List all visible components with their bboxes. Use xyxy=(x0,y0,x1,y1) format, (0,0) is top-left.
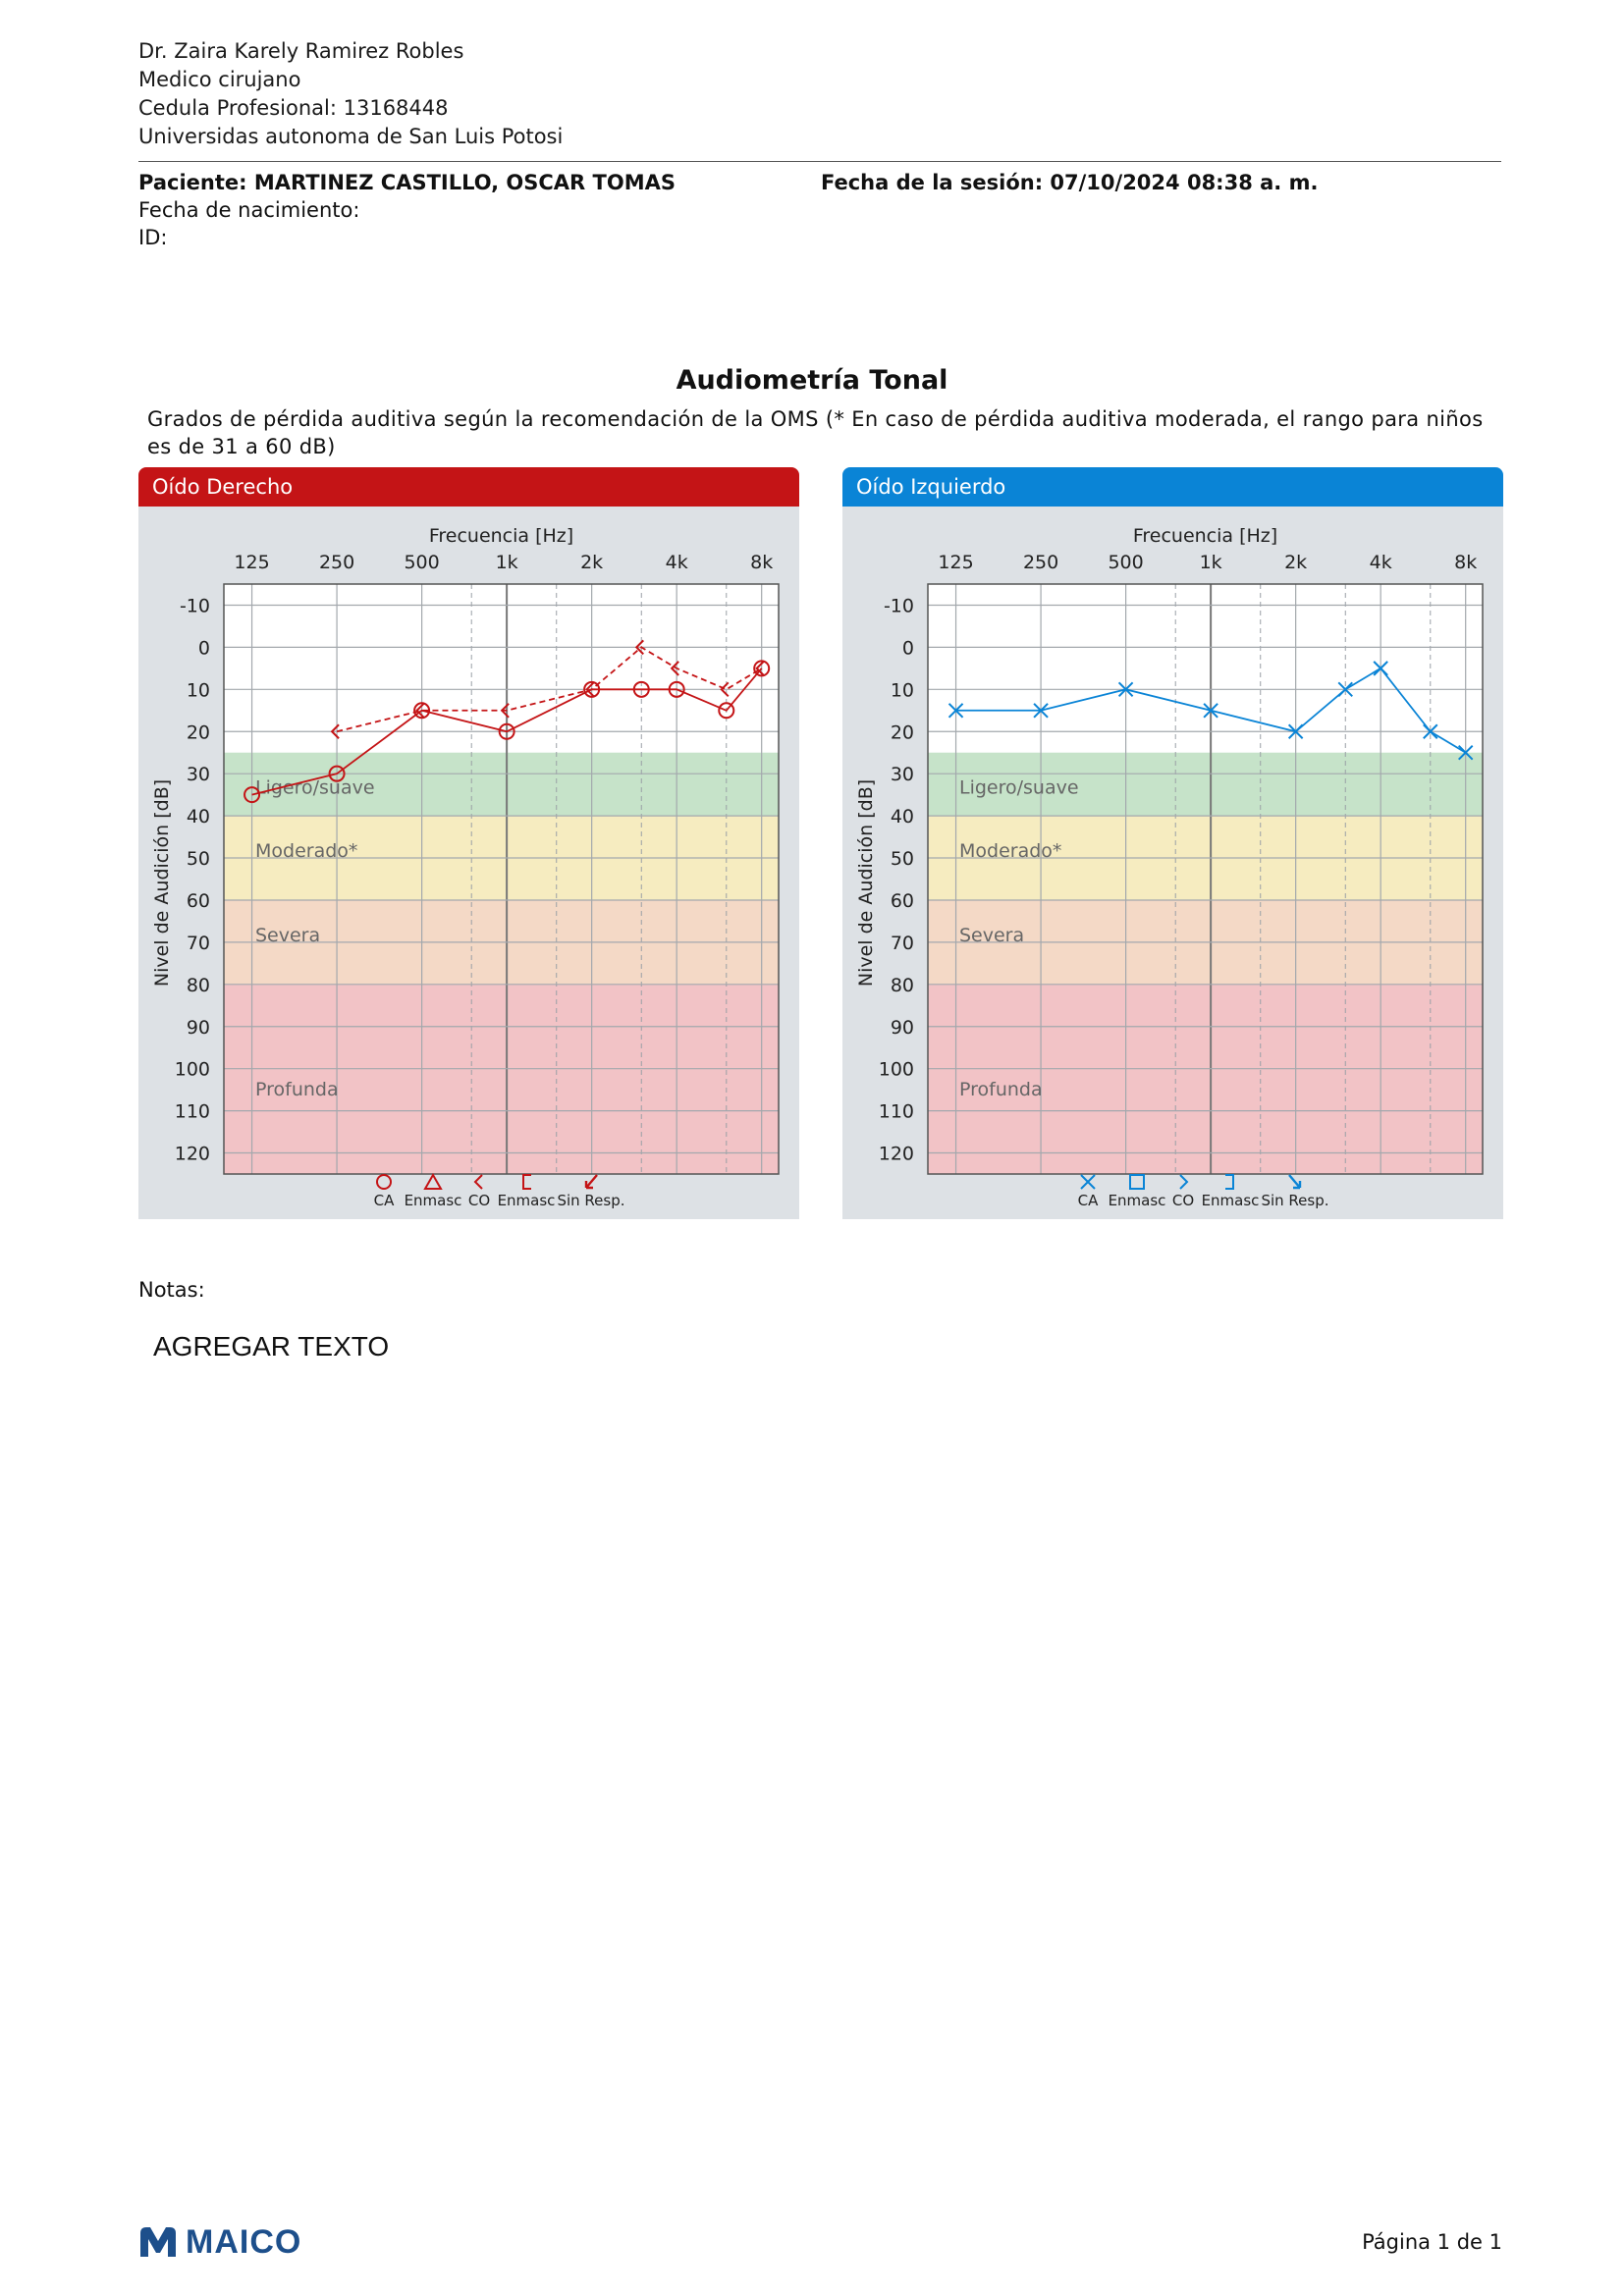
y-tick-label: 40 xyxy=(890,806,914,828)
y-tick-label: 50 xyxy=(890,848,914,871)
y-axis-label: Nivel de Audición [dB] xyxy=(151,778,173,988)
y-tick-label: 90 xyxy=(186,1016,210,1039)
left-ear-audiogram xyxy=(842,507,1503,1219)
y-tick-label: 60 xyxy=(186,889,210,912)
y-tick-label: 120 xyxy=(878,1143,914,1165)
legend-ac-icon xyxy=(377,1175,391,1189)
left-ear-panel-title: Oído Izquierdo xyxy=(842,467,1503,507)
header-divider xyxy=(138,161,1501,162)
x-tick-label: 500 xyxy=(404,552,440,573)
y-tick-label: 0 xyxy=(197,637,210,660)
x-tick-label: 250 xyxy=(318,552,355,573)
right-ear-panel xyxy=(138,467,799,1219)
doctor-license: Cedula Profesional: 13168448 xyxy=(138,96,449,120)
x-tick-label: 500 xyxy=(1108,552,1144,573)
doctor-university: Universidas autonoma de San Luis Potosi xyxy=(138,125,564,148)
legend-no-response-icon xyxy=(1289,1175,1300,1188)
x-tick-label: 8k xyxy=(1454,552,1478,573)
x-tick-label: 1k xyxy=(1199,552,1222,573)
y-tick-label: 20 xyxy=(890,721,914,744)
maico-logo-text: MAICO xyxy=(186,2222,302,2261)
x-tick-label: 125 xyxy=(938,552,974,573)
y-tick-label: 120 xyxy=(174,1143,210,1165)
legend-label: Enmasc xyxy=(404,1192,462,1209)
page-number: Página 1 de 1 xyxy=(1362,2230,1502,2254)
legend-bc-icon xyxy=(475,1175,482,1189)
right-ear-audiogram xyxy=(138,507,799,1219)
legend-label: CO xyxy=(1171,1192,1195,1209)
zone-label: Ligero/suave xyxy=(959,776,1079,799)
legend-ac-icon xyxy=(1081,1175,1095,1189)
practitioner-info xyxy=(138,37,563,151)
left-ear-panel xyxy=(842,467,1503,1219)
y-tick-label: 110 xyxy=(878,1100,914,1123)
x-tick-label: 4k xyxy=(665,552,688,573)
zone-label: Ligero/suave xyxy=(255,776,375,799)
legend-bc-icon xyxy=(1180,1175,1187,1189)
legend-label: Enmasc xyxy=(1201,1192,1260,1209)
document-subtitle: Grados de pérdida auditiva según la recomendación de la OMS (* En caso de pérdida auditiva moderada, el rango para niños es de 31 a 60 dB) xyxy=(147,407,1484,458)
doctor-title: Medico cirujano xyxy=(138,68,301,91)
legend-label: Enmasc xyxy=(1108,1192,1166,1209)
legend xyxy=(1078,1175,1329,1209)
patient-info xyxy=(138,169,676,251)
y-tick-label: 110 xyxy=(174,1100,210,1123)
legend-label: Enmasc xyxy=(497,1192,556,1209)
y-tick-label: 30 xyxy=(186,764,210,786)
x-tick-label: 2k xyxy=(580,552,604,573)
y-tick-label: 60 xyxy=(890,889,914,912)
legend-masked-bc-icon xyxy=(1225,1175,1233,1189)
x-tick-label: 250 xyxy=(1022,552,1059,573)
zone-label: Moderado* xyxy=(255,840,358,863)
y-tick-label: 80 xyxy=(186,974,210,996)
legend-masked-ac-icon xyxy=(425,1175,441,1189)
session-date: Fecha de la sesión: 07/10/2024 08:38 a. m. xyxy=(821,171,1319,194)
y-tick-label: 80 xyxy=(890,974,914,996)
legend xyxy=(374,1175,625,1209)
maico-logo xyxy=(138,2222,301,2262)
y-axis-label: Nivel de Audición [dB] xyxy=(855,778,877,988)
document-title: Audiometría Tonal xyxy=(676,365,948,396)
x-tick-label: 125 xyxy=(234,552,270,573)
x-tick-label: 4k xyxy=(1369,552,1392,573)
notes-text[interactable]: AGREGAR TEXTO xyxy=(153,1331,390,1362)
notes-label: Notas: xyxy=(138,1278,205,1302)
x-tick-label: 8k xyxy=(750,552,774,573)
legend-label: CO xyxy=(467,1192,491,1209)
x-tick-label: 1k xyxy=(495,552,518,573)
y-tick-label: -10 xyxy=(179,595,210,617)
patient-name: Paciente: MARTINEZ CASTILLO, OSCAR TOMAS xyxy=(138,171,676,194)
y-tick-label: 90 xyxy=(890,1016,914,1039)
legend-label: CA xyxy=(1077,1192,1099,1209)
y-tick-label: 0 xyxy=(901,637,914,660)
zone-label: Profunda xyxy=(255,1078,339,1100)
zone-label: Severa xyxy=(959,924,1025,946)
y-tick-label: 40 xyxy=(186,806,210,828)
zone-label: Profunda xyxy=(959,1078,1043,1100)
right-ear-panel-title: Oído Derecho xyxy=(138,467,799,507)
y-tick-label: 50 xyxy=(186,848,210,871)
legend-masked-ac-icon xyxy=(1130,1175,1144,1189)
y-tick-label: 10 xyxy=(890,679,914,702)
legend-no-response-icon xyxy=(586,1175,597,1188)
maico-m-icon xyxy=(138,2225,178,2259)
y-tick-label: 10 xyxy=(186,679,210,702)
x-axis-label: Frecuencia [Hz] xyxy=(428,525,574,547)
doctor-name: Dr. Zaira Karely Ramirez Robles xyxy=(138,39,464,63)
legend-label: Sin Resp. xyxy=(557,1192,625,1209)
y-tick-label: -10 xyxy=(883,595,914,617)
y-tick-label: 30 xyxy=(890,764,914,786)
x-axis-label: Frecuencia [Hz] xyxy=(1132,525,1278,547)
y-tick-label: 70 xyxy=(186,932,210,954)
x-tick-label: 2k xyxy=(1284,552,1308,573)
y-tick-label: 70 xyxy=(890,932,914,954)
patient-id: ID: xyxy=(138,226,168,249)
zone-label: Moderado* xyxy=(959,840,1062,863)
y-tick-label: 20 xyxy=(186,721,210,744)
legend-label: CA xyxy=(373,1192,395,1209)
zone-label: Severa xyxy=(255,924,321,946)
legend-masked-bc-icon xyxy=(523,1175,531,1189)
patient-dob: Fecha de nacimiento: xyxy=(138,198,360,222)
y-tick-label: 100 xyxy=(174,1058,210,1081)
y-tick-label: 100 xyxy=(878,1058,914,1081)
legend-label: Sin Resp. xyxy=(1261,1192,1329,1209)
